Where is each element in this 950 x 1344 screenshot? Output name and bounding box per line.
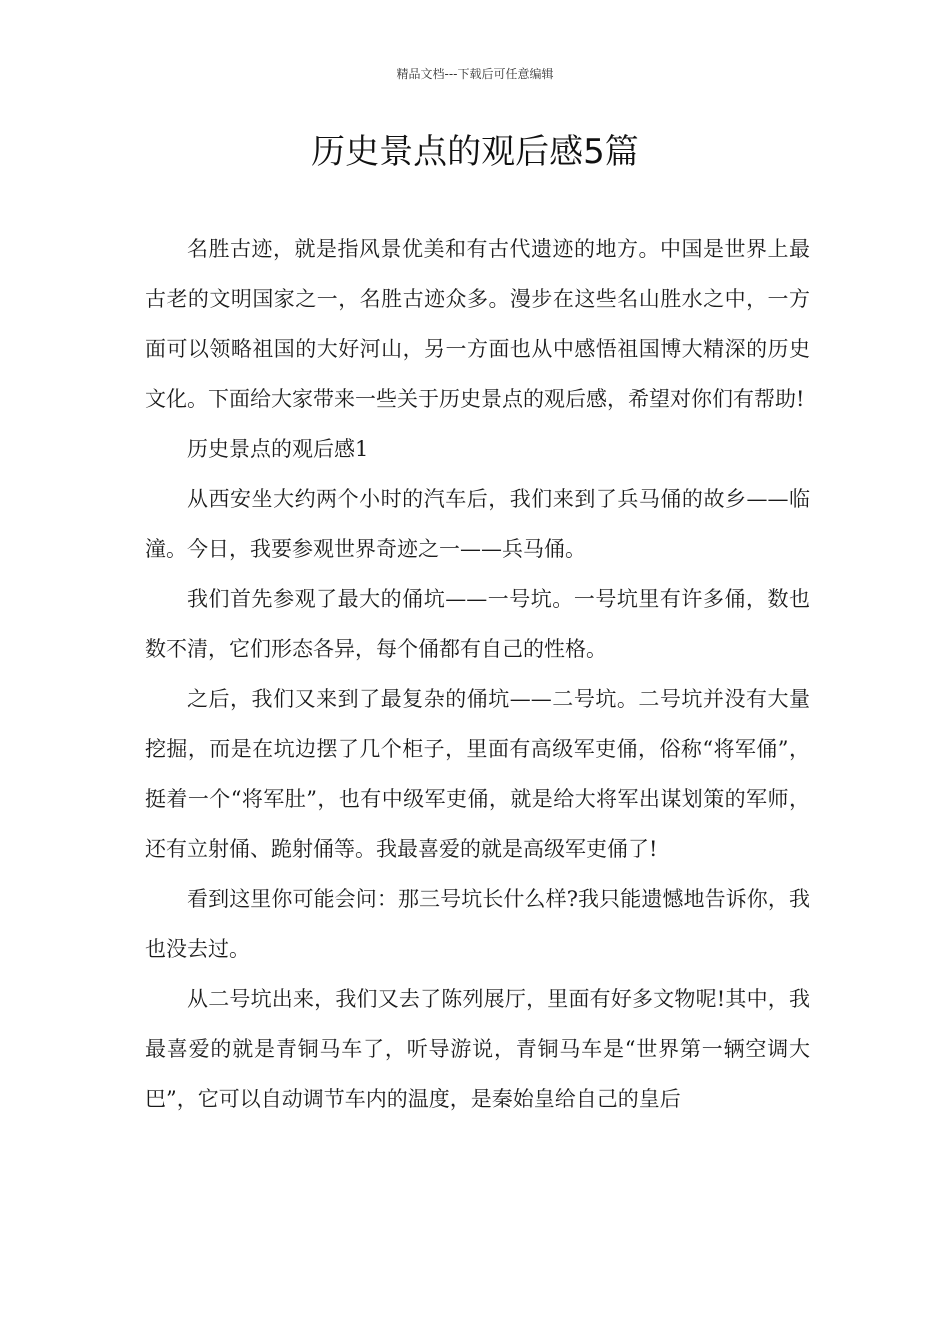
paragraph-intro: 名胜古迹，就是指风景优美和有古代遗迹的地方。中国是世界上最古老的文明国家之一，名胜古迹众多。漫步在这些名山胜水之中，一方面可以领略祖国的大好河山，另一方面也从中感悟祖国博大精深的历史文化。下面给大家带来一些关于历史景点的观后感，希望对你们有帮助! [145,237,810,411]
paragraph: 从西安坐大约两个小时的汽车后，我们来到了兵马俑的故乡——临潼。今日，我要参观世界奇迹之一——兵马俑。 [145,487,810,561]
paragraph: 我们首先参观了最大的俑坑——一号坑。一号坑里有许多俑，数也数不清，它们形态各异，每个俑都有自己的性格。 [145,587,810,661]
document-title: 历史景点的观后感5篇 [311,132,639,172]
document-body [145,224,810,1124]
page-header: 精品文档---下载后可任意编辑 [396,67,554,81]
paragraph: 从二号坑出来，我们又去了陈列展厅，里面有好多文物呢!其中，我最喜爱的就是青铜马车了，听导游说，青铜马车是“世界第一辆空调大巴”，它可以自动调节车内的温度，是秦始皇给自己的皇后 [145,987,810,1111]
section-heading: 历史景点的观后感1 [187,437,369,461]
paragraph: 看到这里你可能会问：那三号坑长什么样?我只能遗憾地告诉你，我也没去过。 [145,887,810,961]
paragraph: 之后，我们又来到了最复杂的俑坑——二号坑。二号坑并没有大量挖掘，而是在坑边摆了几个柜子，里面有高级军吏俑，俗称“将军俑”，挺着一个“将军肚”，也有中级军吏俑，就是给大将军出谋划策的军师，还有立射俑、跪射俑等。我最喜爱的就是高级军吏俑了! [145,687,810,861]
